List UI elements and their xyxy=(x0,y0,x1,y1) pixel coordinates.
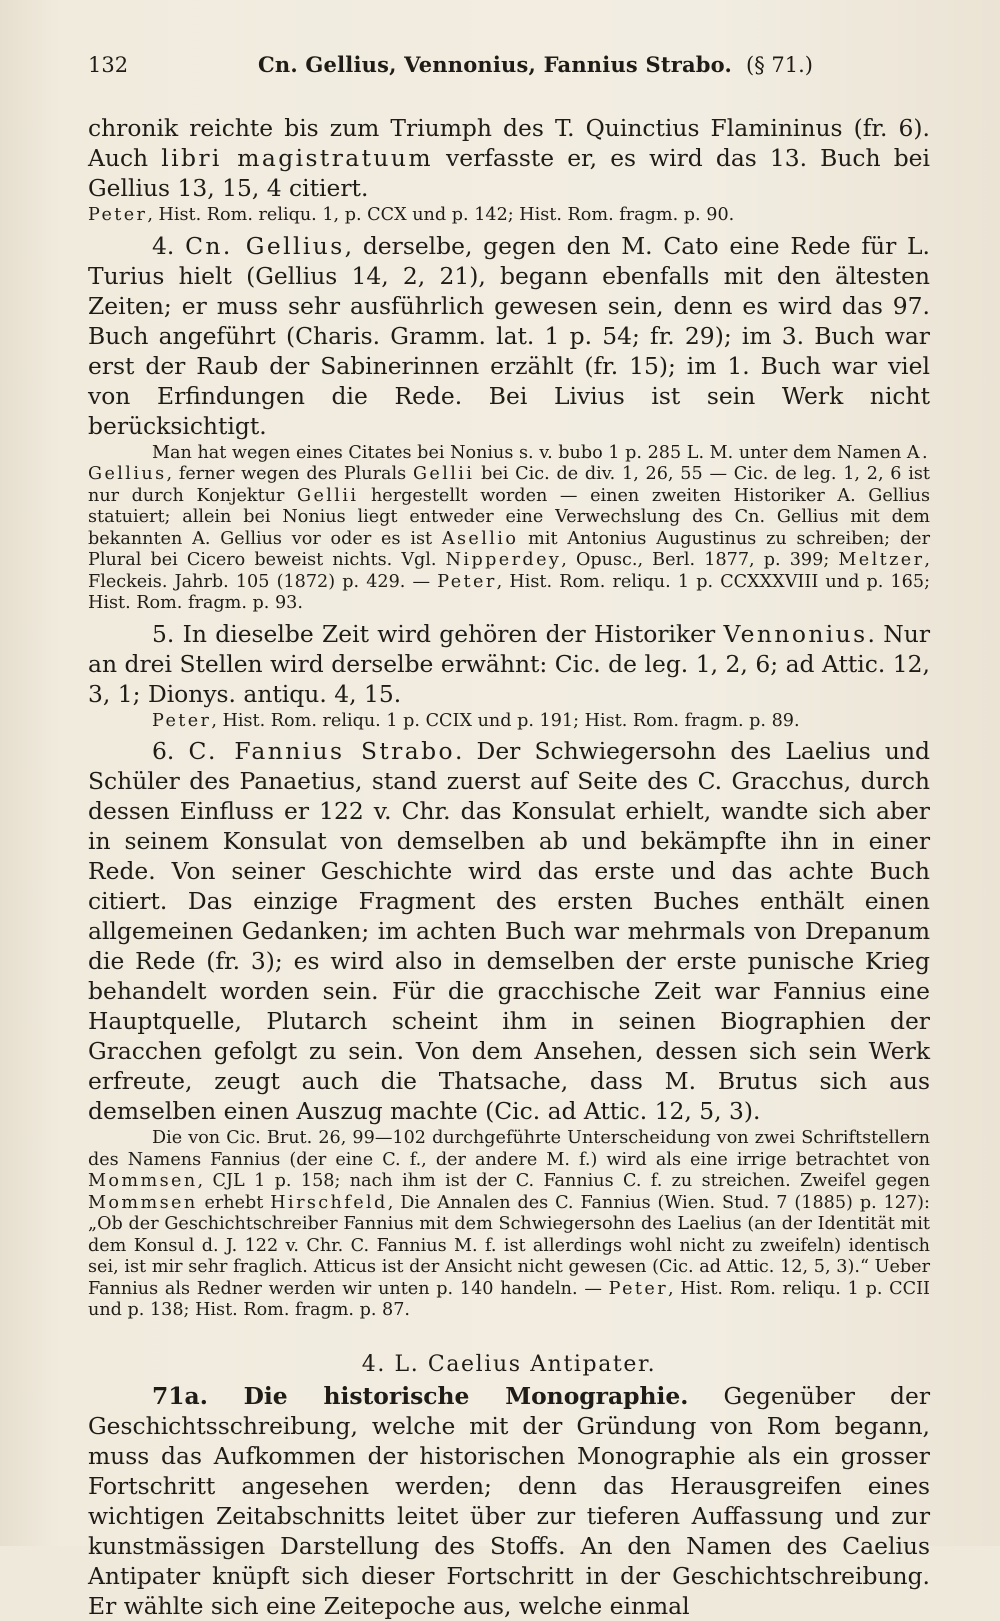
text-run: , Die Annalen des C. Fannius (Wien. Stud. 7 (1885) p. 127): „Ob der Geschichtschreiber Fannius mit dem Schwiegersohn des Laelius (an der Identität mit dem Konsul d. J. 122 v. Chr. C. Fannius M. f. ist allerdings wohl nicht zu zweifeln) identisch sei, ist mir sehr fraglich. Atticus ist der Ansicht nicht gewesen (Cic. ad Attic. 12, 5, 3).“ Ueber Fannius als Redner werden wir unten p. 140 handeln. — xyxy=(88,1192,930,1299)
paragraph-2 xyxy=(88,231,930,441)
text-run: , Hist. Rom. reliqu. 1, p. CCX und p. 142; Hist. Rom. fragm. p. 90. xyxy=(147,205,735,225)
footnote-2 xyxy=(88,443,930,615)
text-run: . Der Schwiegersohn des Laelius und Schüler des Panaetius, stand zuerst auf Seite des C. Gracchus, durch dessen Einfluss er 122 v. Chr. das Konsulat erhielt, wandte sich aber in seinem Konsulat von demselben ab und bekämpfte ihn in einer Rede. Von seiner Geschichte wird das erste und das achte Buch citiert. Das einzige Fragment des ersten Buches enthält einen allgemeinen Gedanken; im achten Buch war mehrmals von Drepanum die Rede (fr. 3); es wird also in demselben der erste punische Krieg behandelt worden sein. Für die gracchische Zeit war Fannius eine Hauptquelle, Plutarch scheint ihm in seinen Biographien der Gracchen gefolgt zu sein. Von dem Ansehen, dessen sich sein Werk erfreute, zeugt auch die Thatsache, dass M. Brutus sich aus demselben einen Auszug machte (Cic. ad Attic. 12, 5, 3). xyxy=(88,737,930,1125)
text-run: , Opusc., Berl. 1877, p. 399; xyxy=(561,550,839,570)
text-run: , CJL 1 p. 158; nach ihm ist der C. Fannius C. f. zu streichen. Zweifel gegen xyxy=(197,1171,930,1191)
historian-name: Vennonius xyxy=(723,619,868,648)
author-name: Mommsen xyxy=(88,1192,198,1213)
text-run: Man hat wegen eines Citates bei Nonius s. v. bubo 1 p. 285 L. M. unter dem Namen xyxy=(152,442,907,463)
spaced-term: A. Gellius xyxy=(88,442,930,484)
text-run: chronik reichte bis zum Triumph des T. Quinctius Flamininus (fr. 6). Auch xyxy=(88,114,930,172)
paragraph-3 xyxy=(88,619,930,709)
text-run: , Hist. Rom. reliqu. 1 p. CCII und p. 138; Hist. Rom. fragm. p. 87. xyxy=(88,1278,930,1320)
text-run: . Nur an drei Stellen wird derselbe erwähnt: Cic. de leg. 1, 2, 6; ad Attic. 12, 3, 1; Dionys. antiqu. 4, 15. xyxy=(88,619,930,708)
author-name: Nipperdey xyxy=(445,550,562,570)
spaced-term: Asellio xyxy=(441,528,519,549)
spaced-term: libri magistratuum xyxy=(161,144,433,172)
footnote-4 xyxy=(88,1128,930,1322)
text-run: 4. xyxy=(152,231,186,260)
text-run: 6. xyxy=(152,737,189,765)
text-run: Gegenüber der Geschichtsschreibung, welche mit der Gründung von Rom begann, muss das Aufkommen der historischen Monographie als ein grosser Fortschritt angesehen werden; denn das Herausgreifen eines wichtigen Zeitabschnitts leitet über zur tieferen Auffassung und zur kunstmässigen Darstellung des Stoffs. An den Namen des Caelius Antipater knüpft sich dieser Fortschritt in der Geschichtschreibung. Er wählte sich eine Zeitepoche aus, welche einmal xyxy=(88,1381,930,1620)
paragraph-title: 71a. Die historische Monographie. xyxy=(152,1381,689,1410)
section-reference: (§ 71.) xyxy=(746,53,813,77)
text-run: , derselbe, gegen den M. Cato eine Rede für L. Turius hielt (Gellius 14, 2, 21), begann ebenfalls mit den ältesten Zeiten; er muss sehr ausführlich gewesen sein, denn es wird das 97. Buch angeführt (Charis. Gramm. lat. 1 p. 54; fr. 29); im 3. Buch war erst der Raub der Sabinerinnen erzählt (fr. 15); im 1. Buch war viel von Erfindungen die Rede. Bei Livius ist sein Werk nicht berücksichtigt. xyxy=(88,231,930,440)
author-name: Peter xyxy=(88,205,148,225)
text-run: verfasste er, es wird das 13. Buch bei Gellius 13, 15, 4 citiert. xyxy=(88,144,930,202)
paragraph-4 xyxy=(88,736,930,1126)
author-name: Hirschfeld xyxy=(270,1192,388,1213)
running-title: Cn. Gellius, Vennonius, Fannius Strabo. xyxy=(258,52,733,77)
text-run: , Fleckeis. Jahrb. 105 (1872) p. 429. — xyxy=(88,550,930,592)
text-run: erhebt xyxy=(197,1192,271,1213)
section-heading: 4. L. Caelius Antipater. xyxy=(361,1351,657,1377)
footnote-1 xyxy=(88,205,930,227)
text-run: hergestellt worden — einen zweiten Historiker A. Gellius statuiert; allein bei Nonius liegt entweder eine Verwechslung des Cn. Gellius mit dem bekannten A. Gellius vor oder es ist xyxy=(88,485,930,549)
footnote-3 xyxy=(88,711,930,733)
text-run: mit Antonius Augustinus zu schreiben; der Plural bei Cicero beweist nichts. Vgl. xyxy=(88,528,930,570)
author-name: Mommsen xyxy=(88,1171,198,1191)
running-head xyxy=(88,52,930,77)
author-name: Meltzer xyxy=(838,550,925,570)
spaced-term: Gellii xyxy=(412,464,475,484)
historian-name: Cn. Gellius xyxy=(185,231,345,260)
text-run: 5. In dieselbe Zeit wird gehören der Historiker xyxy=(152,619,724,648)
author-name: Peter xyxy=(152,710,212,731)
text-run: Die von Cic. Brut. 26, 99—102 durchgeführte Unterscheidung von zwei Schriftstellern des Namens Fannius (der eine C. f., der andere M. f.) wird als eine irrige betrachtet von xyxy=(88,1128,930,1170)
text-run: , ferner wegen des Plurals xyxy=(166,464,413,484)
paragraph-1 xyxy=(88,113,930,203)
text-run: , Hist. Rom. reliqu. 1 p. CCIX und p. 191; Hist. Rom. fragm. p. 89. xyxy=(211,710,800,731)
page-number: 132 xyxy=(88,53,129,77)
paragraph-5 xyxy=(88,1381,930,1621)
author-name: Peter xyxy=(437,571,497,592)
historian-name: C. Fannius Strabo xyxy=(188,737,455,765)
author-name: Peter xyxy=(608,1278,669,1299)
text-run: bei Cic. de div. 1, 26, 55 — Cic. de leg. 1, 2, 6 ist nur durch Konjektur xyxy=(88,464,930,506)
spaced-term: Gellii xyxy=(297,485,359,506)
text-run: , Hist. Rom. reliqu. 1 p. CCXXXVIII und p. 165; Hist. Rom. fragm. p. 93. xyxy=(88,571,930,613)
